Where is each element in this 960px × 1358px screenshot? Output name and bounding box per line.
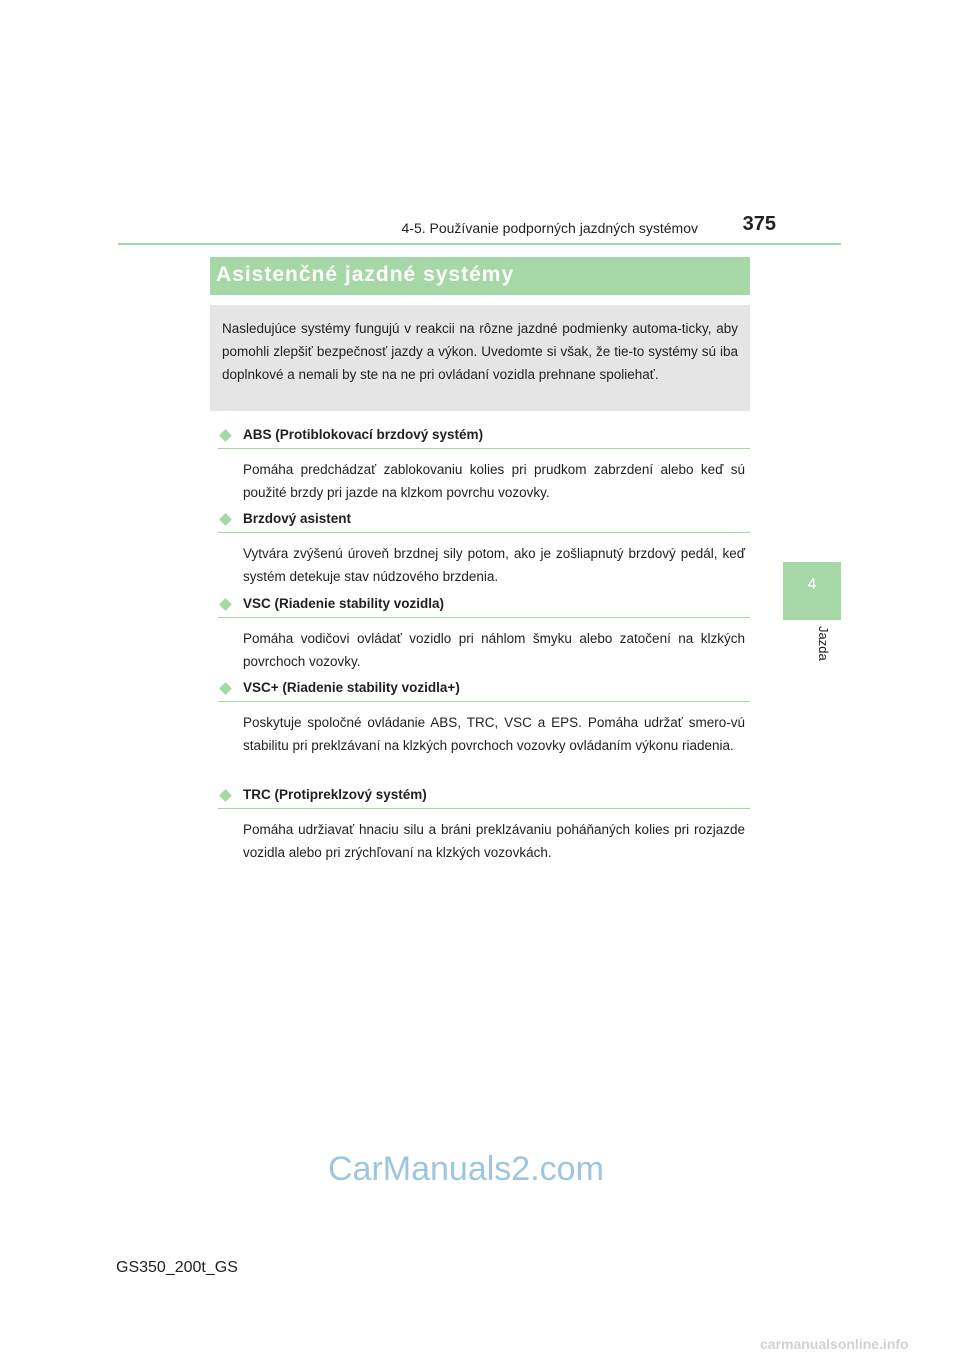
item-description: Pomáha udržiavať hnaciu silu a bráni preklzávaniu poháňaných kolies pri rozjazde vozidla alebo pri zrýchľovaní na klzkých vozovkách. [243, 822, 745, 860]
item-description: Poskytuje spoločné ovládanie ABS, TRC, VSC a EPS. Pomáha udržať smero-vú stabilitu pri preklzávaní na klzkých povrchoch vozovky ovládaním výkonu riadenia. [243, 715, 745, 753]
diamond-bullet-icon [219, 789, 232, 802]
chapter-tab-number: 4 [807, 576, 817, 593]
intro-text: Nasledujúce systémy fungujú v reakcii na rôzne jazdné podmienky automa-ticky, aby pomohli zlepšiť bezpečnosť jazdy a výkon. Uvedomte si však, že tie-to systémy sú iba doplnkové a nemali by ste na ne pri ovládaní vozidla prehnane spoliehať. [222, 321, 738, 382]
item-vsc-plus [218, 678, 750, 757]
item-heading: VSC+ (Riadenie stability vozidla+) [243, 680, 460, 695]
item-heading-row [218, 425, 750, 449]
watermark-logo[interactable]: CarManuals2.com [328, 1150, 604, 1188]
item-heading-row [218, 785, 750, 809]
section-title: Asistenčné jazdné systémy [216, 263, 515, 286]
item-brake-assist [218, 509, 750, 588]
item-heading: ABS (Protiblokovací brzdový systém) [243, 427, 484, 442]
item-heading-row [218, 509, 750, 533]
diamond-bullet-icon [219, 598, 232, 611]
diamond-bullet-icon [219, 682, 232, 695]
header-section-title: 4-5. Používanie podporných jazdných systémov [401, 220, 698, 236]
page-number: 375 [742, 213, 776, 235]
item-trc [218, 785, 750, 864]
header-rule [118, 243, 841, 245]
diamond-bullet-icon [219, 429, 232, 442]
item-heading: Brzdový asistent [243, 511, 352, 526]
item-heading: VSC (Riadenie stability vozidla) [243, 596, 445, 611]
diamond-bullet-icon [219, 513, 232, 526]
item-description: Pomáha vodičovi ovládať vozidlo pri náhlom šmyku alebo zatočení na klzkých povrchoch vozovky. [243, 631, 745, 669]
intro-box [210, 305, 750, 411]
chapter-tab [783, 562, 841, 620]
bottom-site-mark: carmanualsonline.info [760, 1336, 909, 1352]
item-heading: TRC (Protipreklzový systém) [243, 787, 427, 802]
section-title-bar [210, 257, 750, 295]
chapter-tab-label: Jazda [816, 626, 831, 661]
item-heading-row [218, 594, 750, 618]
item-heading-row [218, 678, 750, 702]
footer-document-code: GS350_200t_GS [116, 1259, 238, 1276]
item-description: Vytvára zvýšenú úroveň brzdnej sily potom, ako je zošliapnutý brzdový pedál, keď systém detekuje stav núdzového brzdenia. [243, 546, 745, 584]
item-vsc [218, 594, 750, 673]
item-abs [218, 425, 750, 504]
item-description: Pomáha predchádzať zablokovaniu kolies pri prudkom zabrzdení alebo keď sú použité brzdy pri jazde na klzkom povrchu vozovky. [243, 462, 745, 500]
